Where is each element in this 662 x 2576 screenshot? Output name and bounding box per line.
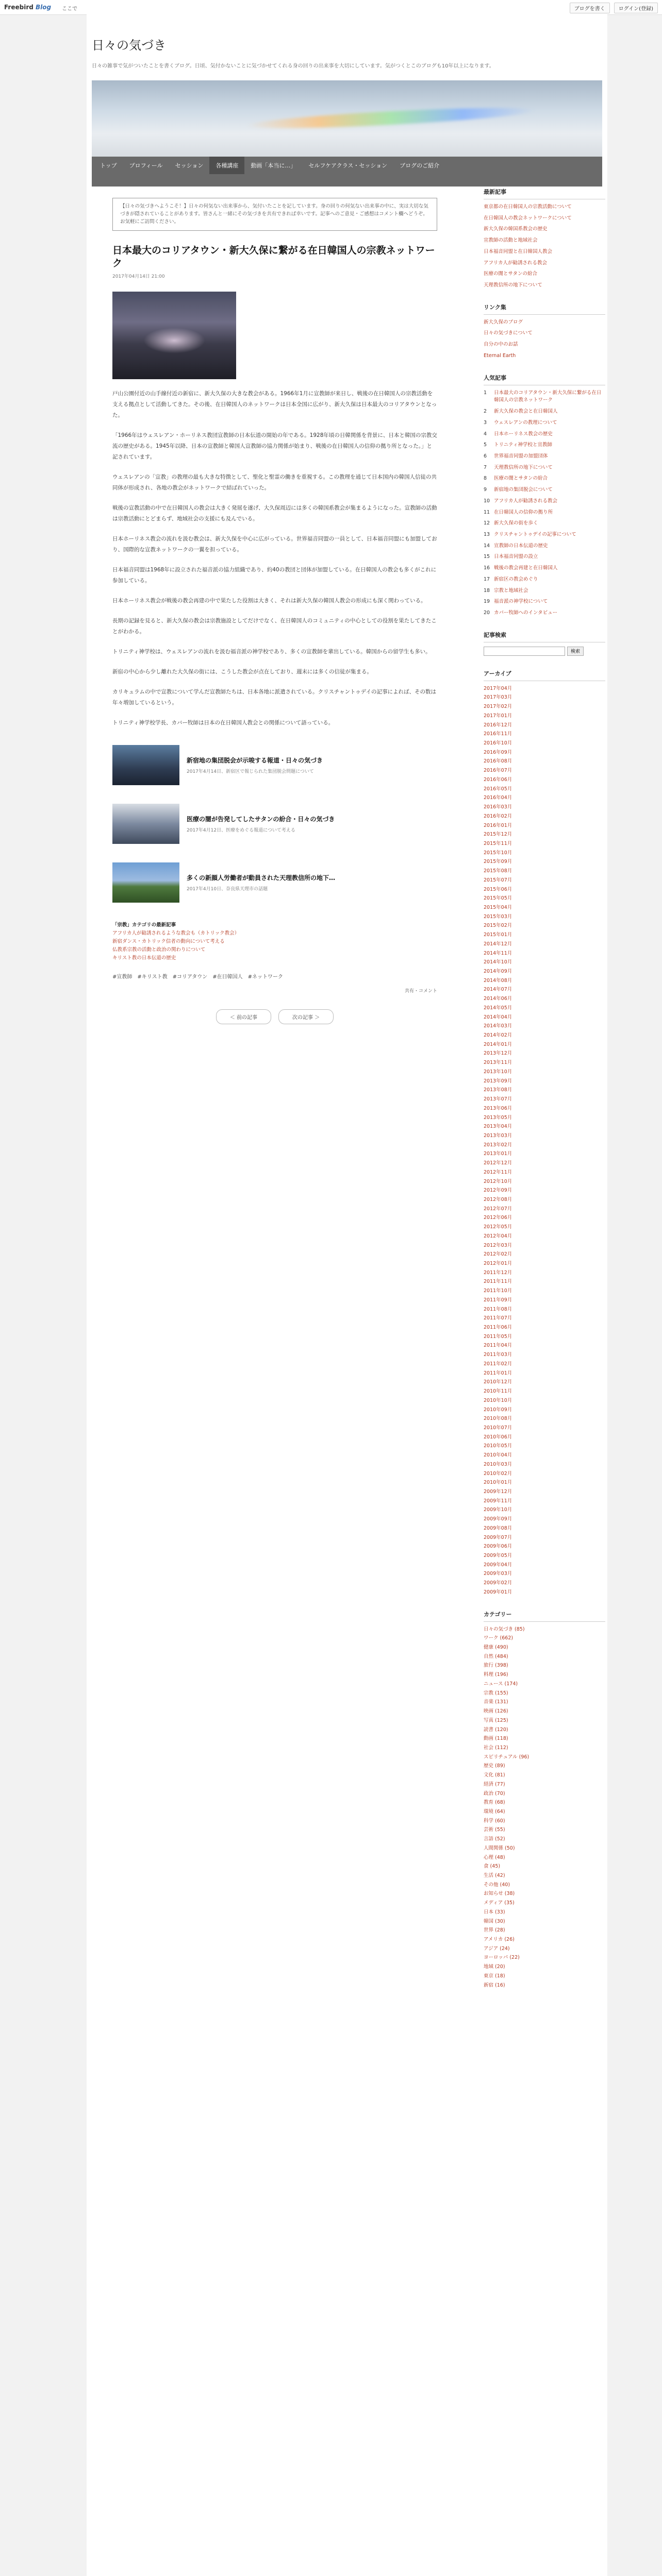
recent-posts-box bbox=[484, 188, 605, 290]
category-link[interactable]: 料理 (196) bbox=[484, 1672, 508, 1678]
ranking-link[interactable]: トリニティ神学校と宣教師 bbox=[494, 442, 553, 448]
archive-link[interactable]: 2015年12月 bbox=[484, 832, 512, 838]
ranking-link[interactable]: 在日韓国人の信仰の拠り所 bbox=[494, 509, 553, 515]
archive-link[interactable]: 2010年01月 bbox=[484, 1480, 512, 1486]
archive-link[interactable]: 2014年05月 bbox=[484, 1005, 512, 1011]
main-column bbox=[92, 188, 458, 1024]
archive-link[interactable]: 2010年04月 bbox=[484, 1452, 512, 1459]
category-link[interactable]: 芸術 (55) bbox=[484, 1827, 505, 1833]
archive-link[interactable]: 2010年03月 bbox=[484, 1461, 512, 1467]
category-link[interactable]: スピリチュアル (96) bbox=[484, 1754, 529, 1760]
category-latest-link[interactable]: アフリカ人が勧誘されるような教会も（カトリック教会） bbox=[112, 930, 240, 936]
related-post-text bbox=[187, 873, 335, 892]
ranking-number: 16 bbox=[484, 565, 490, 571]
category-link[interactable]: 歴史 (89) bbox=[484, 1763, 505, 1769]
ranking-item[interactable] bbox=[484, 498, 605, 505]
archive-link[interactable]: 2011年10月 bbox=[484, 1288, 512, 1294]
archive-link[interactable]: 2011年11月 bbox=[484, 1279, 512, 1285]
rainbow-graphic bbox=[246, 104, 536, 132]
recent-post-link[interactable]: 新大久保の韓国系教会の歴史 bbox=[484, 226, 548, 232]
recent-posts-heading: 最新記事 bbox=[484, 188, 605, 199]
category-link[interactable]: 宗教 (155) bbox=[484, 1690, 508, 1696]
post-photo bbox=[112, 292, 236, 379]
category-link[interactable]: 自然 (484) bbox=[484, 1653, 508, 1659]
category-link[interactable]: お知らせ (38) bbox=[484, 1891, 515, 1897]
tag-link[interactable]: #宣教師 bbox=[112, 974, 133, 980]
search-input[interactable] bbox=[484, 647, 565, 656]
ranking-item[interactable] bbox=[484, 587, 605, 595]
ranking-item[interactable] bbox=[484, 531, 605, 539]
archive-link[interactable]: 2012年03月 bbox=[484, 1242, 512, 1248]
ranking-item[interactable] bbox=[484, 565, 605, 572]
archive-link[interactable]: 2015年06月 bbox=[484, 886, 512, 892]
archive-link[interactable]: 2011年07月 bbox=[484, 1315, 512, 1321]
prev-post-button[interactable]: ＜ 前の記事 bbox=[216, 1009, 271, 1024]
post-paragraph: トリニティ神学校学長、カバー牧師は日本の在日韓国人教会との関係について語っている。 bbox=[112, 719, 334, 726]
ranking-item[interactable] bbox=[484, 453, 605, 461]
ranking-item[interactable] bbox=[484, 475, 605, 483]
ranking-link[interactable]: 戦後の教会再建と在日韓国人 bbox=[494, 565, 558, 571]
ranking-link[interactable]: 日本福音同盟の設立 bbox=[494, 554, 538, 560]
nav-item[interactable]: 動画「本当に…」 bbox=[251, 162, 296, 169]
archive-link[interactable]: 2012年01月 bbox=[484, 1261, 512, 1266]
related-post-item[interactable] bbox=[112, 745, 437, 785]
nav-item[interactable]: プロフィール bbox=[129, 162, 163, 169]
category-link[interactable]: 健康 (490) bbox=[484, 1645, 508, 1651]
archive-link[interactable]: 2012年02月 bbox=[484, 1251, 512, 1258]
category-link[interactable]: 動画 (118) bbox=[484, 1736, 508, 1742]
archive-link[interactable]: 2015年03月 bbox=[484, 913, 512, 920]
post-paragraph: 長期の記録を見ると、新大久保の教会は宗教施設としてだけでなく、在日韓国人のコミュニティの中心としての役割を果たしてきたことがわかる。 bbox=[112, 617, 437, 635]
archive-link[interactable]: 2013年10月 bbox=[484, 1069, 512, 1075]
archive-link[interactable]: 2015年11月 bbox=[484, 840, 512, 846]
recent-post-link[interactable]: アフリカ人が勧誘される教会 bbox=[484, 260, 548, 266]
archive-link[interactable]: 2015年02月 bbox=[484, 923, 512, 929]
archive-link[interactable]: 2017年01月 bbox=[484, 713, 512, 719]
archive-link[interactable]: 2014年07月 bbox=[484, 987, 512, 993]
archive-link[interactable]: 2012年09月 bbox=[484, 1188, 512, 1194]
search-heading: 記事検索 bbox=[484, 631, 605, 642]
post-paragraph: 戸山公園付近の山手線付近の新宿に、新大久保の大きな教会がある。1966年1月に宣教師が来日し、戦後の在日韓国人の宗教活動を支える拠点として活動してきた。その後、在日韓国人のネットワークは日本全国に広がり、新大久保は日本最大のコリアタウンとなった。 bbox=[112, 390, 437, 418]
next-post-button[interactable]: 次の記事 ＞ bbox=[278, 1009, 334, 1024]
ranking-link[interactable]: 新大久保の街を歩く bbox=[494, 520, 538, 527]
post-date: 2017年04月14日 21:00 bbox=[112, 274, 165, 279]
recent-post-link[interactable]: 在日韓国人の教会ネットワークについて bbox=[484, 215, 572, 221]
archive-link[interactable]: 2014年09月 bbox=[484, 969, 512, 974]
header-banner-image bbox=[92, 80, 602, 157]
ranking-link[interactable]: 天理教信所の地下について bbox=[494, 464, 553, 470]
ranking-heading: 人気記事 bbox=[484, 374, 605, 385]
archive-link[interactable]: 2009年01月 bbox=[484, 1589, 512, 1595]
ranking-link[interactable]: 宣教師の日本伝道の歴史 bbox=[494, 543, 548, 549]
archive-link[interactable]: 2009年05月 bbox=[484, 1553, 512, 1558]
archive-link[interactable]: 2011年02月 bbox=[484, 1361, 512, 1367]
category-link[interactable]: 韓国 (30) bbox=[484, 1918, 505, 1924]
archive-link[interactable]: 2012年12月 bbox=[484, 1160, 512, 1166]
sidebar bbox=[484, 188, 605, 2003]
ranking-number: 9 bbox=[484, 487, 487, 493]
nav-item[interactable]: セルフケアクラス・セッション bbox=[308, 162, 388, 169]
archive-link[interactable]: 2016年02月 bbox=[484, 813, 512, 819]
ranking-item[interactable] bbox=[484, 389, 605, 404]
category-heading: カテゴリー bbox=[484, 1610, 605, 1622]
category-link[interactable]: 読書 (120) bbox=[484, 1726, 508, 1733]
archive-link[interactable]: 2016年06月 bbox=[484, 776, 512, 783]
ranking-item[interactable] bbox=[484, 464, 605, 472]
blog-header bbox=[87, 14, 607, 69]
archive-link[interactable]: 2015年09月 bbox=[484, 859, 512, 865]
archive-link[interactable]: 2010年02月 bbox=[484, 1470, 512, 1477]
top-bar bbox=[0, 0, 662, 15]
intro-box: 【日々の気づきへようこそ！】日々の何気ない出来事から、気付いたことを記しています。身の回りの何気ない出来事の中に、実は大切な気づきが隠されていることがあります。皆さんと一緒にその気づきを共有できれば幸いです。記事へのご意見・ご感想はコメント欄へどうぞ。お気軽にご訪問ください。 bbox=[112, 198, 437, 231]
archive-link[interactable]: 2016年10月 bbox=[484, 740, 512, 747]
archive-link[interactable]: 2013年05月 bbox=[484, 1114, 512, 1121]
ranking-item[interactable] bbox=[484, 442, 605, 449]
ranking-item[interactable] bbox=[484, 419, 605, 427]
ranking-item[interactable] bbox=[484, 553, 605, 561]
ranking-link[interactable]: 新宿地の集団脱会について bbox=[494, 487, 553, 493]
top-menu-link[interactable]: ここで bbox=[62, 6, 77, 12]
category-link[interactable]: 言語 (52) bbox=[484, 1836, 505, 1842]
blog-title[interactable]: 日々の気づき bbox=[92, 38, 166, 53]
ranking-link[interactable]: 新大久保の教会と在日韓国人 bbox=[494, 409, 558, 415]
category-latest-link[interactable]: 仏教系宗教の活動と政治の関わりについて bbox=[112, 947, 206, 953]
post-paragraph: 新宿の中心から少し離れた大久保の街には、こうした教会が点在しており、週末には多くの信徒が集まる。 bbox=[112, 668, 372, 675]
sidebar-link[interactable]: 新大久保のブログ bbox=[484, 319, 523, 325]
ranking-number: 17 bbox=[484, 576, 490, 582]
ranking-link[interactable]: 宗教と地域社会 bbox=[494, 587, 528, 594]
archive-link[interactable]: 2014年11月 bbox=[484, 950, 512, 956]
ranking-number: 2 bbox=[484, 409, 487, 415]
pager bbox=[92, 1009, 458, 1024]
archive-link[interactable]: 2010年12月 bbox=[484, 1379, 512, 1385]
ranking-number: 4 bbox=[484, 431, 487, 437]
ranking-link[interactable]: 医療の闇とサタンの紛合 bbox=[494, 476, 548, 482]
ranking-number: 20 bbox=[484, 610, 490, 616]
archive-link[interactable]: 2014年06月 bbox=[484, 996, 512, 1002]
category-link[interactable]: 日本 (33) bbox=[484, 1909, 505, 1915]
category-link[interactable]: その他 (40) bbox=[484, 1882, 510, 1888]
ranking-number: 13 bbox=[484, 531, 490, 537]
related-post-thumbnail[interactable] bbox=[112, 745, 179, 785]
search-button[interactable]: 検索 bbox=[567, 647, 584, 656]
ranking-number: 19 bbox=[484, 599, 490, 605]
category-link[interactable]: 映画 (126) bbox=[484, 1708, 508, 1715]
sidebar-link[interactable]: Eternal Earth bbox=[484, 352, 516, 359]
nav-item[interactable]: トップ bbox=[100, 162, 117, 169]
links-box bbox=[484, 303, 605, 360]
category-box bbox=[484, 1610, 605, 1990]
category-link[interactable]: 人間関係 (50) bbox=[484, 1845, 515, 1851]
related-post-item[interactable] bbox=[112, 804, 437, 844]
archive-link[interactable]: 2013年04月 bbox=[484, 1124, 512, 1130]
archive-link[interactable]: 2012年08月 bbox=[484, 1196, 512, 1202]
ranking-link[interactable]: 日本ホーリネス教会の歴史 bbox=[494, 431, 553, 437]
tag-link[interactable]: #在日韓国人 bbox=[212, 974, 243, 980]
related-post-sub: 2017年4月14日、新宿区で報じられた集団脱会問題について bbox=[187, 769, 314, 774]
category-link[interactable]: ワーク (662) bbox=[484, 1635, 514, 1641]
archive-link[interactable]: 2013年11月 bbox=[484, 1060, 512, 1066]
archive-link[interactable]: 2014年03月 bbox=[484, 1023, 512, 1029]
archive-link[interactable]: 2015年01月 bbox=[484, 932, 512, 938]
ranking-item[interactable] bbox=[484, 598, 605, 606]
archive-link[interactable]: 2009年07月 bbox=[484, 1534, 512, 1540]
archive-link[interactable]: 2017年03月 bbox=[484, 694, 512, 701]
archive-link[interactable]: 2016年09月 bbox=[484, 749, 512, 755]
archive-link[interactable]: 2016年07月 bbox=[484, 768, 512, 774]
category-link[interactable]: ヨーロッパ (22) bbox=[484, 1955, 520, 1961]
ranking-box bbox=[484, 374, 605, 617]
archive-link[interactable]: 2012年06月 bbox=[484, 1215, 512, 1221]
archive-link[interactable]: 2015年05月 bbox=[484, 895, 512, 902]
archive-link[interactable]: 2012年04月 bbox=[484, 1233, 512, 1239]
ranking-item[interactable] bbox=[484, 576, 605, 584]
archive-link[interactable]: 2011年06月 bbox=[484, 1325, 512, 1331]
ranking-link[interactable]: アフリカ人が勧誘される教会 bbox=[494, 498, 558, 504]
ranking-link[interactable]: カバー牧師へのインタビュー bbox=[494, 610, 558, 616]
archive-box bbox=[484, 669, 605, 1597]
related-post-text bbox=[187, 815, 335, 833]
ranking-item[interactable] bbox=[484, 408, 605, 416]
category-link[interactable]: アジア (24) bbox=[484, 1945, 510, 1952]
category-latest-heading: 「宗教」カテゴリの最新記事 bbox=[112, 922, 176, 928]
archive-link[interactable]: 2012年11月 bbox=[484, 1169, 512, 1175]
ranking-number: 6 bbox=[484, 453, 487, 459]
category-link[interactable]: 新宿 (16) bbox=[484, 1982, 505, 1988]
archive-link[interactable]: 2009年09月 bbox=[484, 1516, 512, 1522]
category-link[interactable]: 世界 (28) bbox=[484, 1927, 505, 1934]
archive-link[interactable]: 2013年12月 bbox=[484, 1050, 512, 1057]
archive-link[interactable]: 2011年01月 bbox=[484, 1370, 512, 1376]
related-post-item[interactable] bbox=[112, 862, 437, 903]
ranking-link[interactable]: 世界福音同盟の加盟団体 bbox=[494, 453, 548, 459]
share-comment-link[interactable]: 共有・コメント bbox=[404, 988, 437, 994]
archive-link[interactable]: 2016年12月 bbox=[484, 722, 512, 728]
archive-link[interactable]: 2011年12月 bbox=[484, 1269, 512, 1276]
recent-post-link[interactable]: 天理教信所の地下について bbox=[484, 282, 542, 289]
category-latest-link[interactable]: 新宿ダンス・カトリック信者の動向について考える bbox=[112, 939, 225, 945]
post-paragraph: 日本福音同盟は1968年に設立された福音派の協力組織であり、約40の教団と団体が加盟している。在日韓国人の教会も多くがこれに参加している。 bbox=[112, 566, 437, 584]
archive-link[interactable]: 2009年06月 bbox=[484, 1544, 512, 1550]
archive-link[interactable]: 2010年10月 bbox=[484, 1397, 512, 1403]
nav-item[interactable]: セッション bbox=[175, 162, 204, 169]
related-post-title[interactable]: 医療の闇が告発してしたサタンの紛合・日々の気づき bbox=[187, 815, 335, 823]
archive-link[interactable]: 2010年06月 bbox=[484, 1434, 512, 1440]
ranking-item[interactable] bbox=[484, 609, 605, 617]
archive-link[interactable]: 2013年01月 bbox=[484, 1151, 512, 1157]
archive-link[interactable]: 2010年09月 bbox=[484, 1406, 512, 1413]
links-heading: リンク集 bbox=[484, 303, 605, 315]
archive-link[interactable]: 2009年04月 bbox=[484, 1562, 512, 1568]
archive-link[interactable]: 2014年08月 bbox=[484, 977, 512, 984]
archive-link[interactable]: 2011年09月 bbox=[484, 1297, 512, 1303]
category-link[interactable]: 教育 (68) bbox=[484, 1800, 505, 1806]
archive-link[interactable]: 2014年01月 bbox=[484, 1041, 512, 1047]
blog-description: 日々の雑事で気がついたことを書くブログ。日頃、気付かないことに気づかせてくれる身の回りの出来事を大切にしています。気がつくとこのブログも10年以上になります。 bbox=[92, 63, 494, 69]
archive-link[interactable]: 2013年03月 bbox=[484, 1132, 512, 1139]
ranking-item[interactable] bbox=[484, 509, 605, 517]
post-paragraph: 日本ホーリネス教会が戦後の教会再建の中で果たした役割は大きく、それは新大久保の韓国人教会の形成にも深く関わっている。 bbox=[112, 597, 426, 604]
ranking-number: 10 bbox=[484, 498, 490, 504]
category-link[interactable]: 地域 (20) bbox=[484, 1964, 505, 1970]
related-post-title[interactable]: 新宿地の集団脱会が示唆する報道・日々の気づき bbox=[187, 756, 323, 764]
ranking-number: 18 bbox=[484, 587, 490, 594]
ranking-number: 15 bbox=[484, 554, 490, 560]
archive-link[interactable]: 2011年03月 bbox=[484, 1352, 512, 1358]
category-link[interactable]: 日々の気づき (85) bbox=[484, 1626, 525, 1632]
search-box bbox=[484, 631, 605, 656]
category-link[interactable]: 音楽 (131) bbox=[484, 1699, 508, 1705]
category-link[interactable]: 政治 (70) bbox=[484, 1790, 505, 1797]
recent-post-link[interactable]: 日本福音同盟と在日韓国人教会 bbox=[484, 248, 553, 255]
category-link[interactable]: 旅行 (398) bbox=[484, 1663, 508, 1669]
archive-link[interactable]: 2009年12月 bbox=[484, 1488, 512, 1495]
category-latest-box bbox=[112, 921, 437, 963]
login-button[interactable]: ログイン(登録) bbox=[614, 3, 658, 13]
recent-post-link[interactable]: 医療の闇とサタンの紛合 bbox=[484, 271, 538, 277]
post-paragraph: 「1966年はウェスレアン・ホーリネス教団宣教師の日本伝道の開始の年である。1928年頃の日韓関係を背景に、日本と韓国の宗教交流の歴史がある。1945年以降、日本の宣教師と韓国人宣教師の協力関係が始まり、戦後の在日韓国人の信仰の拠り所となった。」と記されています。 bbox=[112, 432, 437, 460]
ranking-link[interactable]: 新宿区の教会めぐり bbox=[494, 576, 538, 582]
category-link[interactable]: 経済 (77) bbox=[484, 1781, 505, 1787]
logo-blog-text: Blog bbox=[36, 4, 52, 11]
post-title[interactable]: 日本最大のコリアタウン・新大久保に繋がる在日韓国人の宗教ネットワーク bbox=[112, 244, 435, 269]
ranking-item[interactable] bbox=[484, 520, 605, 528]
photo-glow bbox=[143, 328, 205, 353]
archive-link[interactable]: 2012年05月 bbox=[484, 1224, 512, 1230]
category-link[interactable]: 環境 (64) bbox=[484, 1808, 505, 1815]
archive-link[interactable]: 2016年11月 bbox=[484, 731, 512, 737]
category-link[interactable]: メディア (35) bbox=[484, 1900, 515, 1906]
related-post-text bbox=[187, 756, 323, 774]
ranking-number: 3 bbox=[484, 419, 487, 426]
category-link[interactable]: 東京 (18) bbox=[484, 1973, 505, 1979]
global-nav bbox=[92, 157, 602, 187]
archive-link[interactable]: 2013年02月 bbox=[484, 1142, 512, 1148]
related-post-thumbnail[interactable] bbox=[112, 862, 179, 903]
archive-link[interactable]: 2010年05月 bbox=[484, 1443, 512, 1449]
nav-item[interactable]: 各種講座 bbox=[209, 157, 244, 174]
post-paragraph: 日本ホーリネス教会の流れを汲む教会は、新大久保を中心に広がっている。世界福音同盟の一員として、日本福音同盟にも加盟しており、国際的な宣教ネットワークの一翼を担っている。 bbox=[112, 535, 437, 553]
ranking-link[interactable]: クリスチャントゥデイの記事について bbox=[494, 531, 576, 537]
archive-link[interactable]: 2009年02月 bbox=[484, 1580, 512, 1586]
archive-link[interactable]: 2009年10月 bbox=[484, 1507, 512, 1513]
ranking-item[interactable] bbox=[484, 543, 605, 550]
ranking-number: 11 bbox=[484, 509, 490, 515]
archive-link[interactable]: 2010年08月 bbox=[484, 1416, 512, 1422]
ranking-number: 7 bbox=[484, 464, 487, 470]
archive-link[interactable]: 2009年08月 bbox=[484, 1525, 512, 1531]
archive-heading: アーカイブ bbox=[484, 669, 605, 681]
ranking-number: 12 bbox=[484, 520, 490, 527]
archive-link[interactable]: 2013年09月 bbox=[484, 1078, 512, 1084]
category-link[interactable]: 科学 (60) bbox=[484, 1818, 505, 1824]
category-link[interactable]: 食 (45) bbox=[484, 1863, 501, 1870]
tag-link[interactable]: #ネットワーク bbox=[247, 974, 284, 980]
archive-link[interactable]: 2009年11月 bbox=[484, 1498, 512, 1504]
ranking-link[interactable]: 福音派の神学校について bbox=[494, 599, 548, 605]
ranking-number: 5 bbox=[484, 442, 487, 448]
post-paragraph: ウェスレアンの「宣教」の教理の最も大きな特徴として、聖化と聖霊の働きを重視する。この教理を通じて日本国内の韓国人信徒の共同体が形成され、各地の教会がネットワークで結ばれていった。 bbox=[112, 473, 437, 491]
tag-link[interactable]: #コリアタウン bbox=[172, 974, 208, 980]
archive-link[interactable]: 2016年01月 bbox=[484, 822, 512, 828]
category-link[interactable]: 心理 (48) bbox=[484, 1854, 505, 1860]
archive-link[interactable]: 2014年12月 bbox=[484, 941, 512, 947]
archive-link[interactable]: 2016年05月 bbox=[484, 786, 512, 792]
tag-link[interactable]: #キリスト教 bbox=[137, 974, 168, 980]
ranking-number: 14 bbox=[484, 543, 490, 549]
archive-link[interactable]: 2011年04月 bbox=[484, 1343, 512, 1349]
archive-link[interactable]: 2014年02月 bbox=[484, 1032, 512, 1039]
post-paragraph: トリニティ神学校は、ウェスレアンの流れを汲む福音派の神学校であり、多くの宣教師を輩出している。韓国からの留学生も多い。 bbox=[112, 648, 431, 655]
archive-link[interactable]: 2011年05月 bbox=[484, 1333, 512, 1340]
page-wrapper bbox=[87, 14, 607, 2576]
recent-post-link[interactable]: 宣教師の活動と地域社会 bbox=[484, 238, 538, 244]
ranking-item[interactable] bbox=[484, 486, 605, 494]
archive-link[interactable]: 2017年04月 bbox=[484, 685, 512, 691]
archive-link[interactable]: 2010年11月 bbox=[484, 1388, 512, 1395]
write-blog-button[interactable]: ブログを書く bbox=[570, 3, 610, 13]
related-post-sub: 2017年4月12日、医療をめぐる報道について考える bbox=[187, 827, 295, 833]
archive-link[interactable]: 2013年07月 bbox=[484, 1096, 512, 1103]
archive-link[interactable]: 2010年07月 bbox=[484, 1425, 512, 1431]
ranking-number: 8 bbox=[484, 476, 487, 482]
related-posts bbox=[112, 745, 437, 903]
related-post-title[interactable]: 多くの新顔人労働者が動員された天理教信所の地下… bbox=[187, 874, 336, 882]
archive-link[interactable]: 2015年10月 bbox=[484, 850, 512, 856]
archive-link[interactable]: 2009年03月 bbox=[484, 1571, 512, 1577]
service-logo[interactable] bbox=[4, 4, 51, 11]
archive-link[interactable]: 2013年06月 bbox=[484, 1105, 512, 1111]
ranking-link[interactable]: 日本最大のコリアタウン・新大久保に繋がる在日韓国人の宗教ネットワーク bbox=[494, 389, 602, 403]
post-paragraph: カリキュラムの中で宣教について学んだ宣教師たちは、日本各地に派遣されている。クリスチャントゥデイの記事によれば、その数は年々増加しているという。 bbox=[112, 688, 436, 706]
category-link[interactable]: ニュース (174) bbox=[484, 1681, 518, 1687]
archive-link[interactable]: 2016年08月 bbox=[484, 758, 512, 765]
tag-list bbox=[112, 972, 437, 980]
archive-link[interactable]: 2014年04月 bbox=[484, 1014, 512, 1020]
ranking-link[interactable]: ウェスレアンの教理について bbox=[494, 419, 557, 426]
recent-post-link[interactable]: 東京都の在日韓国人の宗教活動について bbox=[484, 204, 572, 210]
archive-link[interactable]: 2017年02月 bbox=[484, 704, 512, 710]
nav-item[interactable]: ブログのご紹介 bbox=[400, 162, 440, 169]
category-link[interactable]: 写真 (125) bbox=[484, 1717, 508, 1723]
post-body bbox=[92, 388, 458, 728]
sidebar-link[interactable]: 自分の中のお話 bbox=[484, 342, 518, 348]
category-link[interactable]: 生活 (42) bbox=[484, 1873, 505, 1878]
category-link[interactable]: 文化 (81) bbox=[484, 1772, 505, 1778]
archive-link[interactable]: 2015年07月 bbox=[484, 877, 512, 883]
archive-link[interactable]: 2012年10月 bbox=[484, 1178, 512, 1184]
related-post-thumbnail[interactable] bbox=[112, 804, 179, 844]
sidebar-link[interactable]: 日々の気づきについて bbox=[484, 330, 533, 336]
ranking-number: 1 bbox=[484, 389, 487, 396]
category-latest-link[interactable]: キリスト教の日本伝道の歴史 bbox=[112, 955, 176, 961]
category-link[interactable]: 社会 (112) bbox=[484, 1744, 508, 1751]
archive-link[interactable]: 2014年10月 bbox=[484, 959, 512, 965]
archive-link[interactable]: 2016年03月 bbox=[484, 804, 512, 810]
archive-link[interactable]: 2016年04月 bbox=[484, 795, 512, 801]
ranking-item[interactable] bbox=[484, 431, 605, 438]
related-post-sub: 2017年4月10日、奈良県天理市の話題 bbox=[187, 886, 268, 892]
logo-text: Freebird bbox=[4, 4, 36, 11]
archive-link[interactable]: 2015年08月 bbox=[484, 868, 512, 874]
post-paragraph: 戦後の宣教活動の中で在日韓国人の教会は大きく発展を遂げ、大久保周辺には多くの韓国系教会が集まるようになった。宣教師の活動は宗教活動にとどまらず、地域社会の支援にも及んでいる。 bbox=[112, 504, 437, 522]
archive-link[interactable]: 2012年07月 bbox=[484, 1206, 512, 1212]
archive-link[interactable]: 2011年08月 bbox=[484, 1306, 512, 1312]
archive-link[interactable]: 2015年04月 bbox=[484, 904, 512, 910]
archive-link[interactable]: 2013年08月 bbox=[484, 1087, 512, 1093]
category-link[interactable]: アメリカ (26) bbox=[484, 1937, 515, 1943]
